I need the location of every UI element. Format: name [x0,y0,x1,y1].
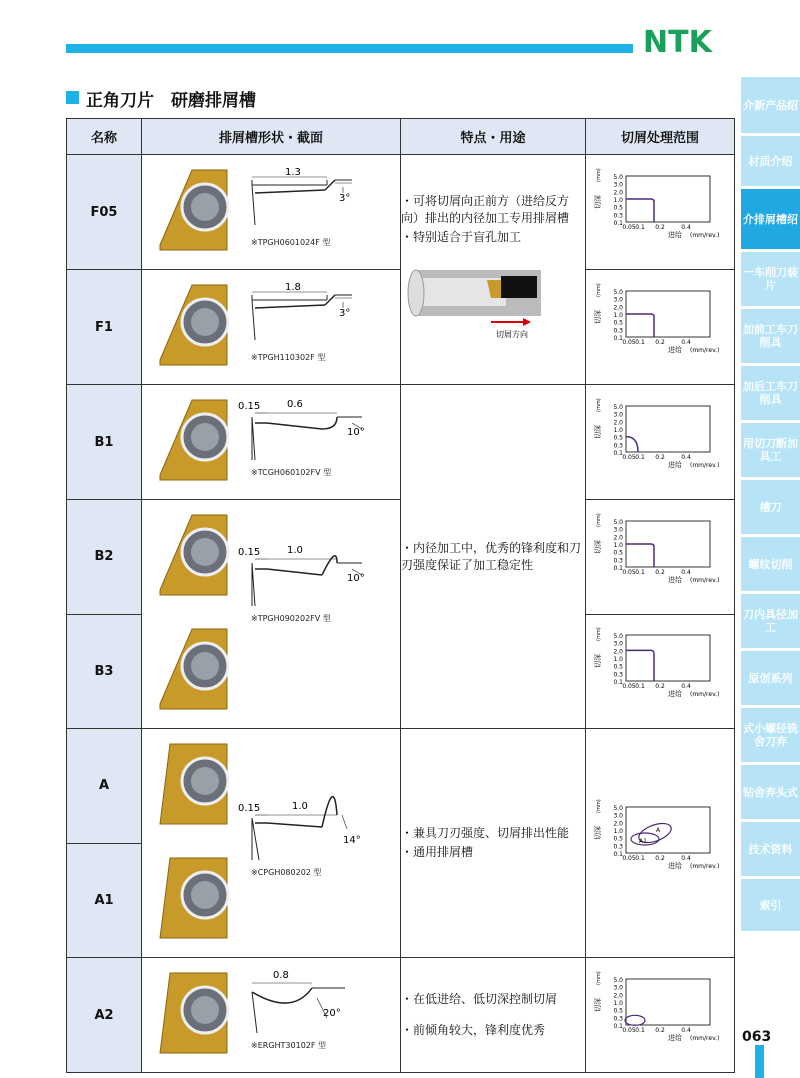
x-tick-label: 0.05 [622,1027,636,1034]
header-feature: 特点・用途 [401,119,586,155]
row-name: B1 [67,385,142,500]
feature-item: ・特别适合于盲孔加工 [401,230,522,244]
y-tick-label: 5.0 [613,289,623,296]
insert-photo [142,729,237,843]
y-tick-label: 3.0 [613,812,623,820]
sidebar-tab[interactable]: 槽刀 [741,480,800,534]
sidebar-nav [741,77,800,934]
y-tick-label: 1.0 [613,656,623,664]
y-tick-label: 0.5 [613,319,623,327]
title-marker [66,91,79,104]
sidebar-tab[interactable]: 用切刀断加具工 [741,423,800,477]
y-axis-label: 切深 [594,998,602,1012]
chip-chart [586,155,735,270]
region-label: A [656,827,661,834]
feature-cell [401,729,586,958]
x-tick-label: 0.4 [681,1027,691,1034]
y-tick-label: 0.3 [613,212,623,220]
chart-svg [590,275,730,375]
row-name: A2 [67,958,142,1073]
x-tick-label: 0.1 [635,1027,645,1034]
angle-label: 20° [323,1008,341,1019]
x-tick-label: 0.1 [635,568,645,576]
x-tick-label: 0.4 [681,683,691,691]
chip-chart [586,500,735,615]
y-axis-label: 切深 [594,826,602,840]
y-tick-label: 1.0 [613,427,623,434]
chart-svg [590,963,730,1063]
x-axis-label: 进给 [668,1034,682,1042]
x-axis-label: 进给 [668,461,682,469]
dimension-label: 1.3 [285,167,301,178]
y-tick-label: 3.0 [613,526,623,534]
x-axis-unit: (mm/rev.) [690,347,720,354]
dimension-label: 1.0 [287,545,303,556]
y-tick-label: 3.0 [613,411,623,419]
x-axis-unit: (mm/rev.) [690,576,720,584]
x-axis-unit: (mm/rev.) [690,691,720,699]
part-number: ※TPGH110302F 型 [251,353,326,362]
dimension-label: 0.8 [273,970,289,981]
y-tick-label: 2.0 [613,304,623,312]
insert-photo [142,843,237,957]
chip-direction-label: 切屑方向 [496,330,528,339]
angle-label: 3° [339,193,351,204]
y-tick-label: 2.0 [613,992,623,1000]
land-label: 0.15 [238,401,261,412]
chip-chart [586,270,735,385]
chip-chart [586,729,735,958]
chart-svg [590,619,730,719]
dimension-label: 0.6 [287,399,303,410]
y-axis-unit: (mm) [596,513,602,527]
sidebar-tab[interactable]: 材质介绍 [741,136,800,186]
y-tick-label: 0.5 [613,434,623,442]
x-tick-label: 0.4 [681,454,691,461]
y-tick-label: 3.0 [613,181,623,189]
insert-photo [142,500,237,614]
row-name: F05 [67,155,142,270]
y-tick-label: 0.1 [613,220,623,227]
chip-chart [586,614,735,729]
land-label: 0.15 [238,803,261,814]
y-tick-label: 2.0 [613,534,623,542]
x-tick-label: 0.05 [622,454,636,461]
y-tick-label: 3.0 [613,984,623,992]
y-axis-label: 切深 [594,539,602,554]
x-tick-label: 0.2 [655,339,665,346]
sidebar-tab[interactable]: 原创系列 [741,651,800,705]
x-tick-label: 0.05 [622,855,636,862]
x-axis-label: 进给 [668,231,682,239]
part-number: ※ERGHT30102F 型 [251,1041,327,1050]
angle-label: 10° [347,573,365,584]
y-axis-unit: (mm) [596,283,602,297]
y-tick-label: 2.0 [613,820,623,828]
header-name: 名称 [67,119,142,155]
sidebar-tab[interactable]: 一车削刀装片 [741,252,800,306]
feature-item: ・通用排屑槽 [401,845,474,859]
land-label: 0.15 [238,547,261,558]
feature-cell [401,155,586,385]
page-title: 正角刀片 研磨排屑槽 [86,91,256,111]
sidebar-tab[interactable]: 钻舍弃头式 [741,765,800,819]
x-tick-label: 0.4 [681,568,691,576]
row-name: A1 [67,843,142,958]
x-tick-label: 0.1 [635,454,645,461]
sidebar-tab[interactable]: 刀内具径加工 [741,594,800,648]
y-tick-label: 5.0 [613,977,623,984]
y-tick-label: 5.0 [613,633,623,641]
y-axis-label: 切深 [594,425,602,439]
x-tick-label: 0.1 [635,339,645,346]
x-tick-label: 0.05 [622,224,636,231]
x-tick-label: 0.4 [681,339,691,346]
y-axis-label: 切深 [594,195,602,209]
sidebar-tab[interactable]: 索引 [741,879,800,931]
part-number: ※CPGH080202 型 [251,868,322,877]
y-tick-label: 5.0 [613,518,623,526]
insert-photo [142,270,237,384]
y-axis-unit: (mm) [596,971,602,985]
y-axis-unit: (mm) [596,398,602,412]
cross-section [237,155,397,269]
y-tick-label: 1.0 [613,312,623,319]
row-name: B3 [67,614,142,729]
x-tick-label: 0.2 [655,855,665,862]
y-tick-label: 0.3 [613,671,623,679]
x-tick-label: 0.05 [622,683,636,691]
sidebar-tab[interactable]: 介排屑槽绍 [741,189,800,249]
x-tick-label: 0.2 [655,568,665,576]
x-tick-label: 0.2 [655,683,665,691]
insert-photo [142,155,237,269]
y-tick-label: 0.3 [613,1015,623,1023]
sidebar-tab[interactable]: 加前工车刀削具 [741,309,800,363]
insert-photo [142,958,237,1072]
cross-section [237,958,397,1072]
header-range: 切屑处理范围 [586,119,735,155]
x-tick-label: 0.05 [622,568,636,576]
sidebar-tab[interactable]: 式小螺径铣舍刀弃 [741,708,800,762]
y-tick-label: 0.3 [613,557,623,565]
x-tick-label: 0.2 [655,224,665,231]
x-axis-unit: (mm/rev.) [690,1035,720,1042]
y-tick-label: 0.1 [613,335,623,342]
y-tick-label: 1.0 [613,197,623,204]
y-axis-label: 切深 [594,654,602,669]
x-axis-label: 进给 [668,346,682,354]
x-tick-label: 0.2 [655,454,665,461]
feature-item: ・可将切屑向正前方（进给反方向）排出的内径加工专用排屑槽 [401,194,570,225]
insert-photo [142,614,237,728]
row-name: F1 [67,270,142,385]
chart-svg [590,791,730,891]
feature-item: ・在低进给、低切深控制切屑 [401,992,558,1006]
y-tick-label: 0.5 [613,835,623,843]
x-tick-label: 0.1 [635,224,645,231]
chip-chart [586,385,735,500]
x-axis-unit: (mm/rev.) [690,462,720,469]
insert-photo [142,385,237,499]
x-axis-label: 进给 [668,690,682,699]
dimension-label: 1.0 [292,801,308,812]
y-axis-unit: (mm) [596,799,602,813]
angle-label: 3° [339,308,351,319]
y-tick-label: 1.0 [613,541,623,549]
sidebar-tab[interactable]: 加后工车刀削具 [741,366,800,420]
y-tick-label: 5.0 [613,174,623,181]
angle-label: 14° [343,835,361,846]
y-tick-label: 0.5 [613,1007,623,1015]
brand-logo: NTK [643,25,712,60]
chipbreaker-table [66,118,735,1073]
y-tick-label: 5.0 [613,404,623,411]
y-tick-label: 2.0 [613,419,623,427]
x-tick-label: 0.4 [681,224,691,231]
x-axis-label: 进给 [668,862,682,870]
chip-chart [586,958,735,1073]
sidebar-tab[interactable]: 螺纹切削 [741,537,800,591]
sidebar-tab[interactable]: 技术资料 [741,822,800,876]
angle-label: 10° [347,427,365,438]
x-axis-unit: (mm/rev.) [690,232,720,239]
y-tick-label: 2.0 [613,648,623,656]
y-tick-label: 0.1 [613,1023,623,1030]
y-tick-label: 2.0 [613,189,623,197]
cross-section [237,500,397,728]
part-number: ※TCGH060102FV 型 [251,468,332,477]
y-tick-label: 0.5 [613,204,623,212]
y-tick-label: 0.1 [613,851,623,858]
x-axis-unit: (mm/rev.) [690,863,720,870]
y-tick-label: 1.0 [613,828,623,835]
chart-svg [590,505,730,605]
x-tick-label: 0.05 [622,339,636,346]
y-tick-label: 3.0 [613,296,623,304]
y-axis-label: 切深 [594,310,602,324]
y-tick-label: 0.1 [613,564,623,572]
chart-svg [590,390,730,490]
x-tick-label: 0.1 [635,683,645,691]
cross-section [237,270,397,384]
y-tick-label: 3.0 [613,640,623,648]
cross-section [237,729,397,957]
sidebar-tab[interactable]: 介新产品绍 [741,77,800,133]
part-number: ※TPGH090202FV 型 [251,614,331,623]
y-axis-unit: (mm) [596,168,602,182]
x-tick-label: 0.1 [635,855,645,862]
feature-cell [401,958,586,1073]
x-axis-label: 进给 [668,575,682,584]
y-tick-label: 0.1 [613,679,623,687]
feature-item: ・兼具刀刃强度、切屑排出性能 [401,826,570,840]
page-number-bar [755,1045,764,1078]
top-accent-bar [66,44,633,53]
part-number: ※TPGH0601024F 型 [251,238,331,247]
y-tick-label: 5.0 [613,805,623,812]
x-tick-label: 0.2 [655,1027,665,1034]
y-tick-label: 0.1 [613,450,623,457]
y-tick-label: 0.3 [613,327,623,335]
feature-item: ・前倾角较大，锋利度优秀 [401,1023,546,1037]
boring-bar-illustration [401,248,571,343]
y-axis-unit: (mm) [596,627,602,642]
y-tick-label: 1.0 [613,1000,623,1007]
feature-cell [401,385,586,729]
chart-svg [590,160,730,260]
page-number: 063 [742,1029,772,1045]
row-name: B2 [67,500,142,615]
dimension-label: 1.8 [285,282,301,293]
y-tick-label: 0.5 [613,549,623,557]
x-tick-label: 0.4 [681,855,691,862]
y-tick-label: 0.5 [613,663,623,671]
region-label: A1 [639,838,647,845]
row-name: A [67,729,142,844]
feature-item: ・内径加工中，优秀的锋利度和刀刃强度保证了加工稳定性 [401,540,582,572]
y-tick-label: 0.3 [613,843,623,851]
cross-section [237,385,397,499]
header-shape: 排屑槽形状・截面 [142,119,401,155]
y-tick-label: 0.3 [613,442,623,450]
